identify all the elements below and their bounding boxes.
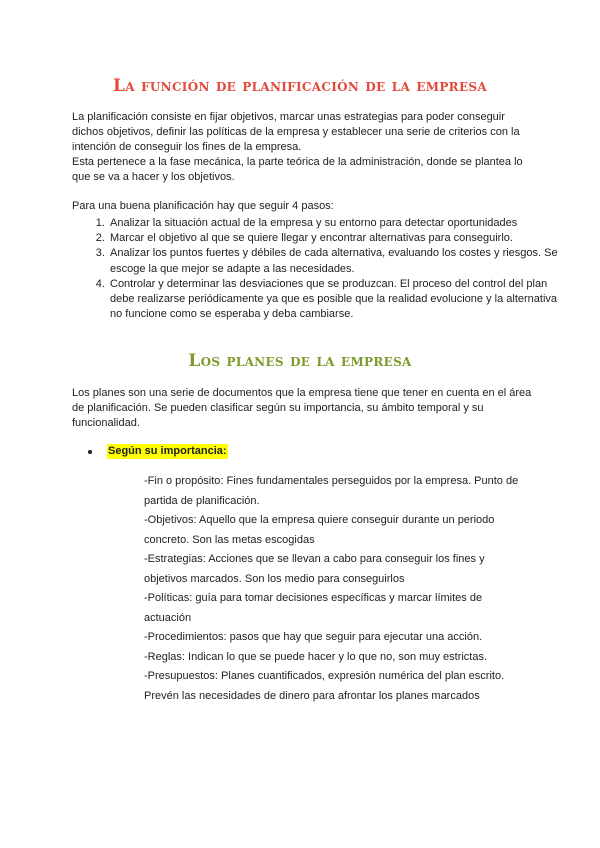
definition-item: -Procedimientos: pasos que hay que seguir para ejecutar una acción. <box>144 631 483 643</box>
definition-item: -Estrategias: Acciones que se llevan a cabo para conseguir los fines y objetivos marcados. Son los medio para conseguirlos <box>144 553 485 585</box>
paragraph-phase: Esta pertenece a la fase mecánica, la parte teórica de la administración, donde se plantea lo que se va a hacer y los objetivos. <box>72 156 523 183</box>
steps-list <box>72 216 568 322</box>
bullet-dot-icon <box>88 450 92 454</box>
paragraph-definition: La planificación consiste en fijar objetivos, marcar unas estrategias para poder conseguir dichos objetivos, definir las políticas de la empresa y establecer una serie de criterios con la intención de conseguir los fines de la empresa. <box>72 111 520 153</box>
step-item: 1. Analizar la situación actual de la empresa y su entorno para detectar oportunidades <box>108 216 568 231</box>
section-title-planes: Los planes de la empresa <box>188 351 412 371</box>
paragraph-steps-intro: Para una buena planificación hay que seguir 4 pasos: <box>72 200 334 212</box>
highlighted-heading: Según su importancia: <box>108 445 227 457</box>
step-item: 2. Marcar el objetivo al que se quiere llegar y encontrar alternativas para conseguirlo. <box>108 231 568 246</box>
bullet-importance <box>88 444 228 459</box>
definition-item: -Reglas: Indican lo que se puede hacer y lo que no, son muy estrictas. <box>144 650 488 663</box>
step-item: 3. Analizar los puntos fuertes y débiles de cada alternativa, evaluando los costes y riesgos. Se escoge la que mejor se adapte a las necesidades. <box>108 246 568 276</box>
paragraph-planes: Los planes son una serie de documentos que la empresa tiene que tener en cuenta en el área de planificación. Se pueden clasificar según su importancia, su ámbito temporal y su funcionalidad. <box>72 387 532 429</box>
definition-item: -Políticas: guía para tomar decisiones específicas y marcar límites de actuación <box>144 592 483 624</box>
definition-item: -Fin o propósito: Fines fundamentales perseguidos por la empresa. Punto de partida de planificación. <box>144 475 519 507</box>
definitions-list <box>144 472 524 706</box>
definition-item: -Presupuestos: Planes cuantificados, expresión numérica del plan escrito. Prevén las necesidades de dinero para afrontar los planes marcados <box>144 670 505 702</box>
section-title-planificacion: La función de planificación de la empresa <box>113 76 487 96</box>
step-item: 4. Controlar y determinar las desviaciones que se produzcan. El proceso del control del plan debe realizarse periódicamente ya que es posible que la realidad evolucione y la alternativa no funcione como se esperaba y deba cambiarse. <box>108 277 568 323</box>
definition-item: -Objetivos: Aquello que la empresa quiere conseguir durante un periodo concreto. Son las metas escogidas <box>144 514 495 546</box>
